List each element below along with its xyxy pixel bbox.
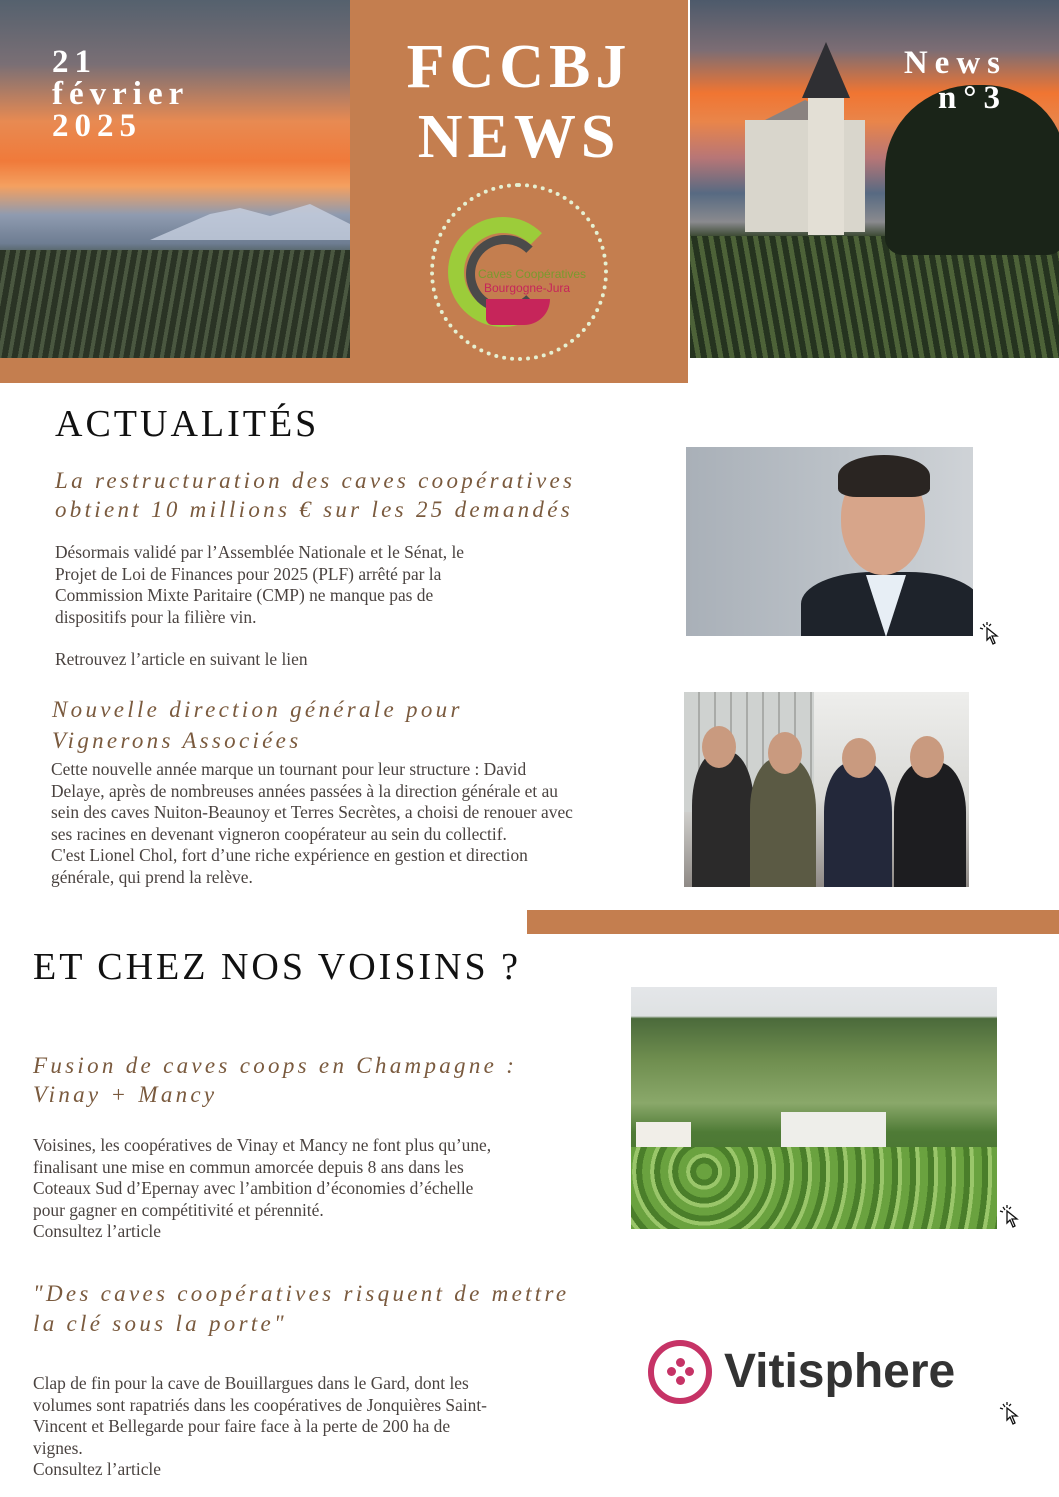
issue-number-value: n°3	[937, 80, 1007, 116]
article-title-line: Vinay + Mancy	[33, 1082, 218, 1107]
body-line: Delaye, après de nombreuses années passées à la direction générale et au	[51, 780, 558, 801]
article-title-line: La restructuration des caves coopératives	[55, 468, 576, 493]
body-line: Commission Mixte Paritaire (CMP) ne manque pas de	[55, 585, 434, 605]
grape-icon	[648, 1340, 712, 1404]
article-title-fusion	[33, 1051, 517, 1109]
article-body-direction	[51, 759, 573, 888]
body-line: vignes.	[33, 1437, 83, 1458]
body-line: Désormais validé par l’Assemblée Nationale et le Sénat, le	[55, 542, 465, 562]
body-line: ses racines en devenant vigneron coopérateur au sein du collectif.	[51, 823, 507, 844]
issue-date-year: 2025	[52, 108, 142, 144]
article-title-line: la clé sous la porte"	[33, 1311, 287, 1336]
logo-text-line2: Bourgogne-Jura	[484, 281, 571, 295]
body-line: générale, qui prend la relève.	[51, 866, 253, 887]
body-line: sein des caves Nuiton-Beaunoy et Terres Secrètes, a choisi de renouer avec	[51, 802, 573, 822]
body-line: pour gagner en compétitivité et pérennité.	[33, 1199, 324, 1220]
portrait-photo	[686, 447, 973, 636]
section-divider-bar	[527, 910, 1059, 934]
hand-pointer-click-icon[interactable]	[978, 620, 1004, 646]
caves-cooperatives-logo	[430, 183, 608, 361]
article-title-line: Nouvelle direction générale pour	[52, 697, 463, 722]
article-link-fusion[interactable]: Consultez l’article	[33, 1221, 161, 1241]
newsletter-title-line2: NEWS	[417, 103, 621, 171]
article-body-bouillargues	[33, 1373, 487, 1481]
vitisphere-wordmark: Vitisphere	[724, 1345, 956, 1398]
article-title-line: "Des caves coopératives risquent de mettre	[33, 1281, 570, 1306]
issue-date-day: 21	[52, 44, 97, 80]
article-title-restructuration	[55, 466, 575, 524]
body-line: volumes sont rapatriés dans les coopératives de Jonquières Saint-	[33, 1394, 487, 1415]
body-line: C'est Lionel Chol, fort d’une riche expérience en gestion et direction	[51, 845, 528, 865]
issue-date	[52, 46, 189, 142]
article-title-direction	[52, 694, 463, 756]
body-line: Projet de Loi de Finances pour 2025 (PLF) arrêté par la	[55, 563, 442, 584]
logo-text-line1: Caves Coopératives	[478, 267, 587, 281]
champagne-vineyard-photo	[631, 987, 997, 1229]
body-line: Voisines, les coopératives de Vinay et Mancy ne font plus qu’une,	[33, 1135, 492, 1155]
article-link-restructuration[interactable]: Retrouvez l’article en suivant le lien	[55, 649, 308, 669]
article-title-bouillargues	[33, 1279, 569, 1339]
body-line: Coteaux Sud d’Epernay avec l’ambition d’économies d’échelle	[33, 1178, 474, 1198]
article-body-restructuration	[55, 542, 464, 628]
section-heading-actualites: ACTUALITÉS	[55, 403, 320, 445]
newsletter-title-line1: FCCBJ	[406, 33, 632, 101]
article-link-bouillargues[interactable]: Consultez l’article	[33, 1459, 161, 1479]
hand-pointer-click-icon[interactable]	[998, 1203, 1024, 1229]
body-line: finalisant une mise en commun amorcée depuis 8 ans dans les	[33, 1156, 464, 1177]
issue-number-label: News	[903, 45, 1007, 81]
body-line: Vincent et Bellegarde pour faire face à la perte de 200 ha de	[33, 1416, 451, 1436]
article-title-line: obtient 10 millions € sur les 25 demandés	[55, 497, 573, 522]
article-title-line: Fusion de caves coops en Champagne :	[33, 1053, 518, 1078]
issue-number	[904, 46, 1007, 116]
issue-date-month: février	[52, 76, 190, 112]
hand-pointer-click-icon[interactable]	[998, 1400, 1024, 1426]
article-body-fusion	[33, 1135, 491, 1243]
group-photo-toast	[684, 692, 969, 887]
body-line: dispositifs pour la filière vin.	[55, 606, 257, 627]
article-title-line: Vignerons Associées	[52, 728, 302, 753]
body-line: Clap de fin pour la cave de Bouillargues dans le Gard, dont les	[33, 1373, 469, 1393]
body-line: Cette nouvelle année marque un tournant pour leur structure : David	[51, 759, 527, 779]
section-heading-voisins: ET CHEZ NOS VOISINS ?	[33, 946, 522, 988]
